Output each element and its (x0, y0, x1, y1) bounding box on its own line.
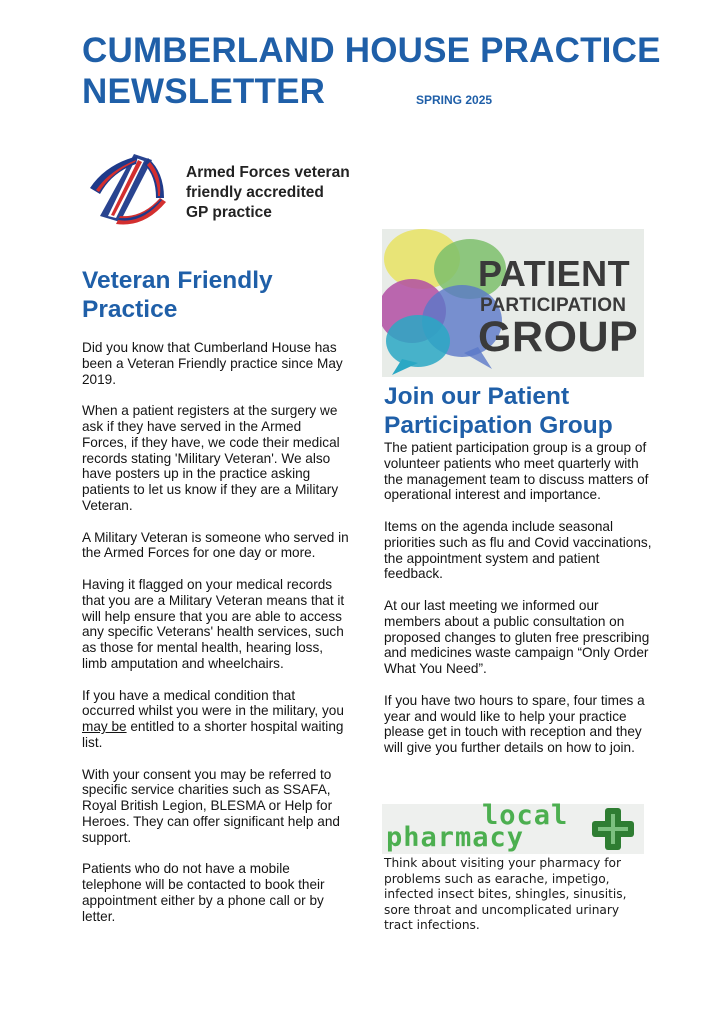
ppg-word-participation: PARTICIPATION (480, 295, 627, 316)
af-line-2: friendly accredited (186, 184, 324, 201)
veteran-paragraph: With your consent you may be referred to specific service charities such as SSAFA, Royal British Legion, BLESMA or Help for Heroes. They can offer significant help and support. (82, 766, 340, 845)
lp-word-local: local (482, 800, 569, 831)
veteran-heading-line-1: Veteran Friendly (82, 267, 273, 294)
ppg-paragraph: The patient participation group is a group of volunteer patients who meet quarterly with the management team to discuss matters of operational interest and importance. (384, 440, 649, 503)
title-line-2: NEWSLETTER (82, 72, 326, 111)
ppg-word-group: GROUP (478, 313, 639, 361)
veteran-paragraph: When a patient registers at the surgery we ask if they have served in the Armed Forces, if they have, we code their medical records stating 'Military Veteran'. We also have posters up in the practice asking patients to let us know if they are a Military Veteran. (82, 403, 340, 513)
local-pharmacy-text: Think about visiting your pharmacy for problems such as earache, impetigo, infected insect bites, shingles, sinusitis, sore throat and uncomplicated urinary tract infections. (384, 856, 627, 933)
pharmacy-cross-icon (590, 806, 636, 852)
lp-word-pharmacy: pharmacy (386, 822, 525, 853)
veteran-paragraph (82, 688, 350, 751)
veteran-p5-post: entitled to a shorter hospital waiting list. (82, 719, 344, 750)
veteran-heading-line-2: Practice (82, 296, 178, 323)
ppg-heading (384, 382, 613, 440)
af-line-1: Armed Forces veteran (186, 164, 350, 181)
ppg-heading-line-2: Participation Group (384, 412, 613, 439)
season-label: SPRING 2025 (416, 93, 493, 107)
veteran-body (82, 340, 350, 940)
armed-forces-accreditation-text (186, 163, 366, 223)
patient-participation-group-logo (382, 229, 644, 377)
veteran-paragraph: Having it flagged on your medical records that you are a Military Veteran means that it will help ensure that you are able to access any specific Veterans' health services, such as those for mental health, hearing loss, limb amputation and wheelchairs. (82, 576, 345, 671)
veteran-paragraph: A Military Veteran is someone who served in the Armed Forces for one day or more. (82, 529, 349, 561)
newsletter-title (82, 30, 702, 112)
af-line-3: GP practice (186, 204, 272, 221)
ppg-paragraph: If you have two hours to spare, four times a year and would like to help your practice please get in touch with reception and they will give you further details on how to join. (384, 692, 645, 756)
title-line-1: CUMBERLAND HOUSE PRACTICE (82, 31, 661, 70)
ppg-body (384, 440, 654, 772)
veteran-paragraph: Patients who do not have a mobile telephone will be contacted to book their appointment either by a phone call or by letter. (82, 861, 325, 924)
veteran-p5-pre: If you have a medical condition that occurred whilst you were in the military, you (82, 687, 344, 719)
veteran-paragraph: Did you know that Cumberland House has been a Veteran Friendly practice since May 2019. (82, 340, 343, 387)
veteran-p5-underline: may be (82, 719, 127, 735)
ppg-word-patient: PATIENT (478, 253, 631, 294)
local-pharmacy-logo (382, 800, 644, 854)
veteran-heading (82, 266, 273, 324)
ppg-heading-line-1: Join our Patient (384, 383, 570, 410)
armed-forces-logo-icon (86, 150, 170, 230)
ppg-paragraph: Items on the agenda include seasonal priorities such as flu and Covid vaccinations, the appointment system and patient feedback. (384, 518, 652, 582)
ppg-paragraph: At our last meeting we informed our members about a public consultation on proposed changes to gluten free prescribing and medicines waste campaign “Only Order What You Need”. (384, 597, 650, 677)
